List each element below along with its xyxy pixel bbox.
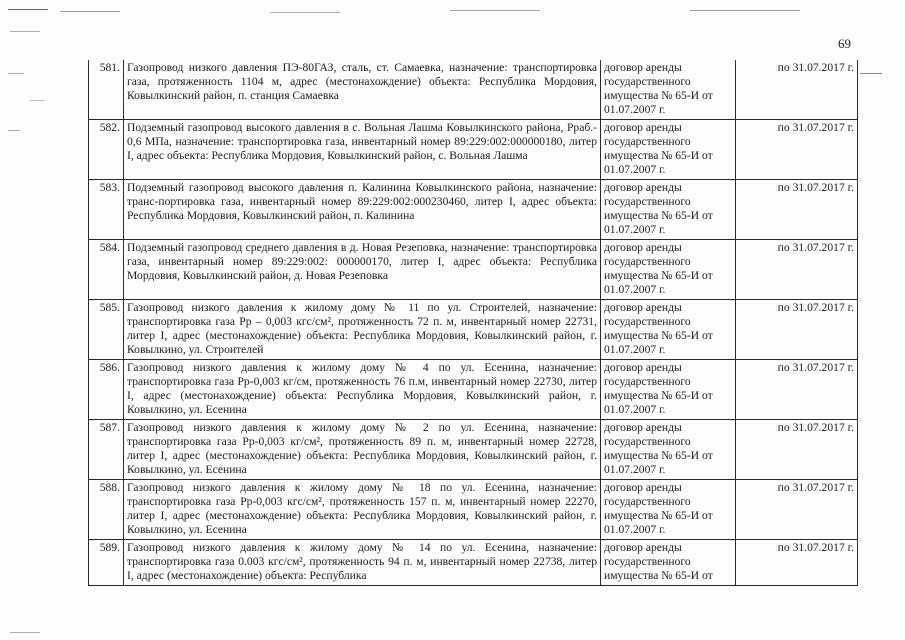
row-number: 589. xyxy=(89,540,124,586)
table-row xyxy=(89,120,858,180)
row-number: 588. xyxy=(89,480,124,540)
lease-term: по 31.07.2017 г. xyxy=(736,180,858,240)
lease-basis: договор аренды государственного имущества № 65-И от 01.07.2007 г. xyxy=(601,420,736,480)
lease-term: по 31.07.2017 г. xyxy=(736,240,858,300)
table-row xyxy=(89,480,858,540)
page-number: 69 xyxy=(838,36,851,51)
lease-basis: договор аренды государственного имущества № 65-И от xyxy=(601,540,736,586)
table-row xyxy=(89,360,858,420)
row-number: 586. xyxy=(89,360,124,420)
object-description: Газопровод низкого давления к жилому дому № 11 по ул. Строителей, назначение: транспортировка газа Рр – 0,003 кгс/см², протяженность 72 п. м, инвентарный номер 22731, литер I, адрес (местонахождение) объекта: Республика Мордовия, Ковылкинский район, г. Ковылкино, ул. Строителей xyxy=(124,300,601,360)
lease-term: по 31.07.2017 г. xyxy=(736,480,858,540)
row-number: 581. xyxy=(89,60,124,120)
scan-artifact-line xyxy=(60,11,120,12)
lease-term: по 31.07.2017 г. xyxy=(736,300,858,360)
scan-artifact-line xyxy=(450,10,540,11)
object-description: Подземный газопровод высокого давления в с. Вольная Лашма Ковылкинского района, Рраб.- 0,6 МПа, назначение: транспортировка газа, инвентарный номер 89:229:002:000000180, литер I, адрес объекта: Республика Мордовия, Ковылкинский район, с. Вольная Лашма xyxy=(124,120,601,180)
lease-basis: договор аренды государственного имущества № 65-И от 01.07.2007 г. xyxy=(601,120,736,180)
lease-basis: договор аренды государственного имущества № 65-И от 01.07.2007 г. xyxy=(601,480,736,540)
lease-basis: договор аренды государственного имущества № 65-И от 01.07.2007 г. xyxy=(601,300,736,360)
lease-term: по 31.07.2017 г. xyxy=(736,60,858,120)
scan-artifact-line xyxy=(690,10,800,11)
lease-term: по 31.07.2017 г. xyxy=(736,120,858,180)
lease-basis: договор аренды государственного имущества № 65-И от 01.07.2007 г. xyxy=(601,240,736,300)
table-row xyxy=(89,180,858,240)
object-description: Газопровод низкого давления к жилому дому № 4 по ул. Есенина, назначение: транспортировка газа Рр-0,003 кг/см, протяженность 76 п.м, инвентарный номер 22730, литер I, адрес (местонахождение) объекта: Республика Мордовия, Ковылкинский район, г. Ковылкино, ул. Есенина xyxy=(124,360,601,420)
table-row xyxy=(89,240,858,300)
scan-artifact-line xyxy=(860,73,882,74)
scan-artifact-line xyxy=(8,73,24,74)
object-description: Подземный газопровод среднего давления в д. Новая Резеповка, назначение: транспортировка газа, инвентарный номер 89:229:002: 000000170, литер I, адрес объекта: Республика Мордовия, Ковылкинский район, д. Новая Резеповка xyxy=(124,240,601,300)
scan-artifact-line xyxy=(8,130,20,131)
lease-term: по 31.07.2017 г. xyxy=(736,540,858,586)
table-row xyxy=(89,60,858,120)
object-description: Газопровод низкого давления к жилому дому № 14 по ул. Есенина, назначение: транспортировка газа 0.003 кгс/см², протяженность 94 п. м, инвентарный номер 22738, литер I, адрес (местонахождение) объекта: Республика xyxy=(124,540,601,586)
scan-artifact-line xyxy=(30,100,44,101)
lease-term: по 31.07.2017 г. xyxy=(736,360,858,420)
scan-artifact-line xyxy=(270,12,340,13)
scan-artifact-line xyxy=(10,31,40,32)
object-description: Подземный газопровод высокого давления п. Калинина Ковылкинского района, назначение: транс-портировка газа, инвентарный номер 89:229:002:000230460, литер I, адрес объекта: Республика Мордовия, Ковылкинский район, п. Калинина xyxy=(124,180,601,240)
row-number: 582. xyxy=(89,120,124,180)
property-registry-table xyxy=(88,60,858,586)
scan-artifact-line xyxy=(10,632,40,633)
row-number: 583. xyxy=(89,180,124,240)
table-row xyxy=(89,540,858,586)
object-description: Газопровод низкого давления ПЭ-80ГАЗ, сталь, ст. Самаевка, назначение: транспортировка газа, протяженность 1104 м, адрес (местонахождение) объекта: Республика Мордовия, Ковылкинский район, п. станция Самаевка xyxy=(124,60,601,120)
object-description: Газопровод низкого давления к жилому дому № 18 по ул. Есенина, назначение: транспортировка газа Рр-0,003 кгс/см², протяженность 157 п. м, инвентарный номер 22270, литер I, адрес (местонахождение) объекта: Республика Мордовия, Ковылкинский район, г. Ковылкино, ул. Есенина xyxy=(124,480,601,540)
lease-basis: договор аренды государственного имущества № 65-И от 01.07.2007 г. xyxy=(601,360,736,420)
row-number: 585. xyxy=(89,300,124,360)
row-number: 584. xyxy=(89,240,124,300)
lease-term: по 31.07.2017 г. xyxy=(736,420,858,480)
row-number: 587. xyxy=(89,420,124,480)
scan-artifact-line xyxy=(8,9,48,10)
lease-basis: договор аренды государственного имущества № 65-И от 01.07.2007 г. xyxy=(601,180,736,240)
table-row xyxy=(89,420,858,480)
table-row xyxy=(89,300,858,360)
lease-basis: договор аренды государственного имущества № 65-И от 01.07.2007 г. xyxy=(601,60,736,120)
object-description: Газопровод низкого давления к жилому дому № 2 по ул. Есенина, назначение: транспортировка газа Рр-0,003 кг/см², протяженность 89 п. м, инвентарный номер 22728, литер I, адрес (местонахождение) объекта: Республика Мордовия, Ковылкинский район, г. Ковылкино, ул. Есенина xyxy=(124,420,601,480)
